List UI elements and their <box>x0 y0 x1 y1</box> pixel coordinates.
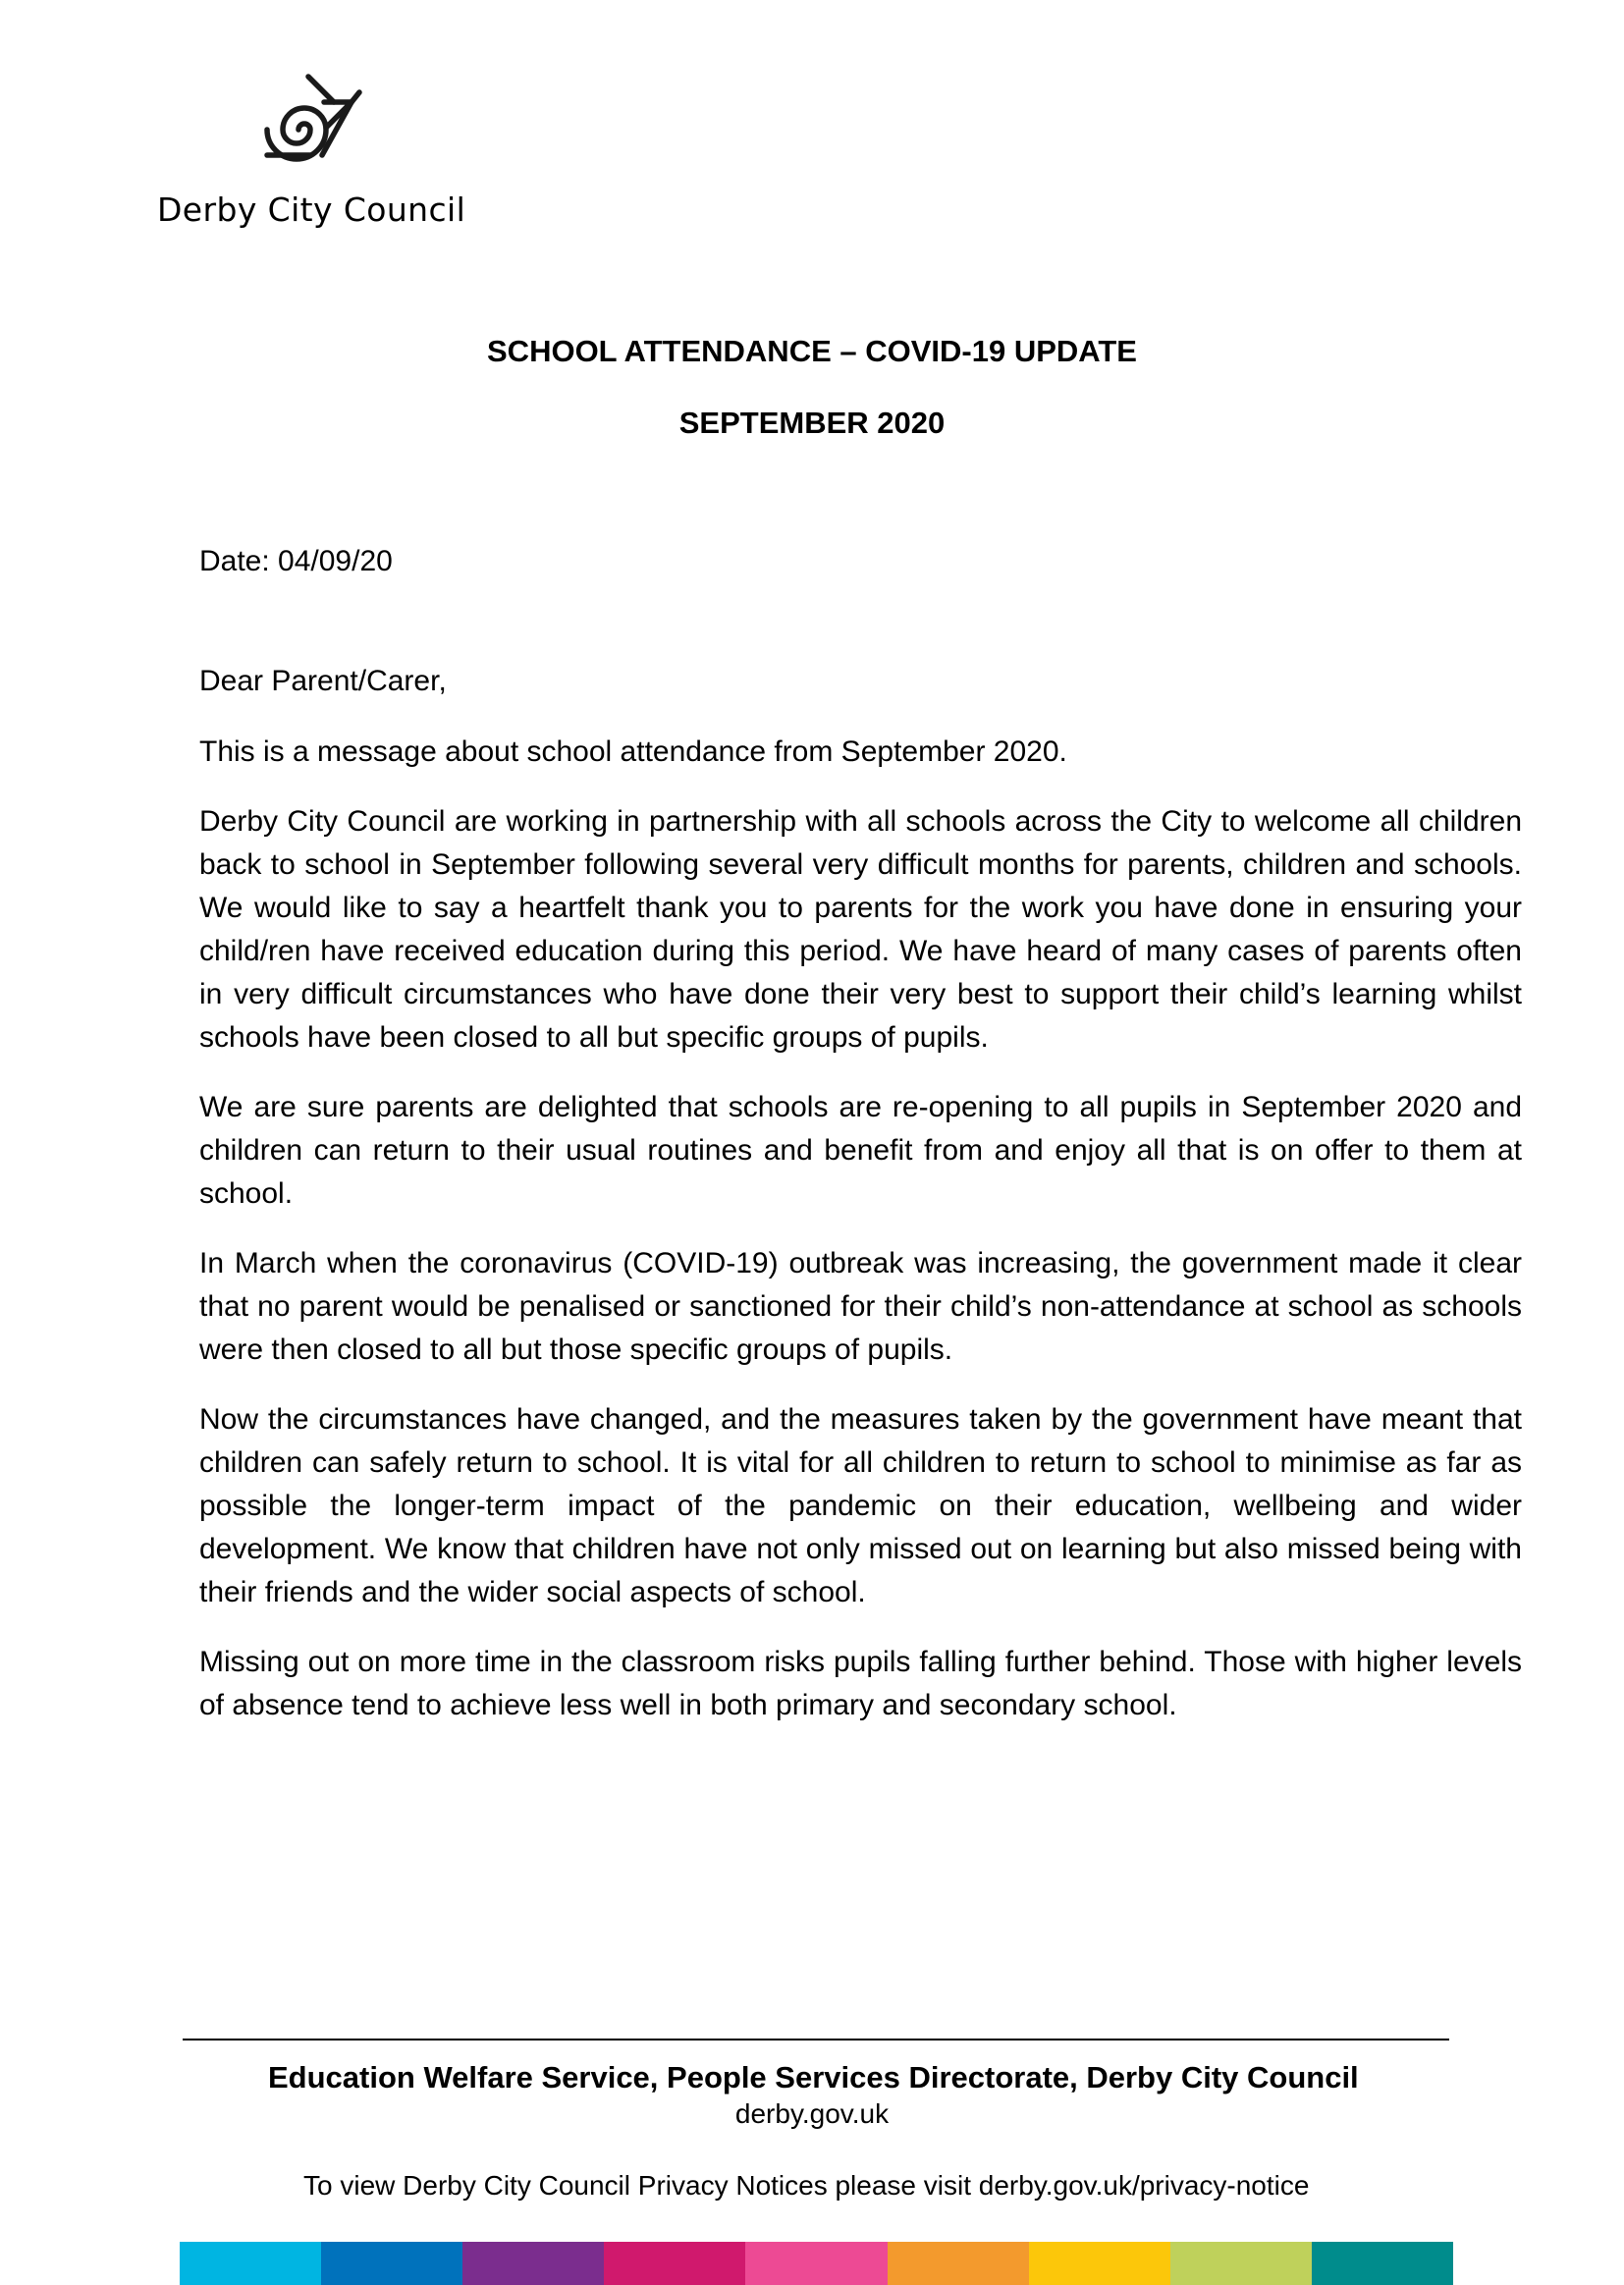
letter-greeting: Dear Parent/Carer, <box>199 665 447 697</box>
derby-ram-logo-icon <box>244 69 363 185</box>
footer-website: derby.gov.uk <box>734 2098 890 2129</box>
letter-date: Date: 04/09/20 <box>199 545 393 577</box>
footer-organisation: Education Welfare Service, People Services Directorate, Derby City Council <box>268 2060 1359 2095</box>
colour-bar-segment <box>462 2242 604 2285</box>
letter-paragraph: In March when the coronavirus (COVID-19) outbreak was increasing, the government made it clear that no parent would be penalised or sanctioned for their child’s non-attendance at school as schools were then closed to all but those specific groups of pupils. <box>199 1247 1522 1366</box>
letter-paragraph: Derby City Council are working in partnership with all schools across the City to welcome all children back to school in September following several very difficult months for parents, children and schools. We would like to say a heartfelt thank you to parents for the work you have done in ensuring your child/ren have received education during this period. We have heard of many cases of parents often in very difficult circumstances who have done their very best to support their child’s learning whilst schools have been closed to all but specific groups of pupils. <box>199 805 1522 1054</box>
footer-colour-bar <box>180 2242 1453 2285</box>
colour-bar-segment <box>745 2242 887 2285</box>
colour-bar-segment <box>321 2242 462 2285</box>
letter-paragraph: Now the circumstances have changed, and the measures taken by the government have meant that children can safely return to school. It is vital for all children to return to school to minimise as far as possible the longer-term impact of the pandemic on their education, wellbeing and wider development. We know that children have not only missed out on learning but also missed being with their friends and the wider social aspects of school. <box>199 1403 1522 1608</box>
colour-bar-segment <box>1029 2242 1170 2285</box>
council-logo <box>157 69 466 236</box>
letter-subtitle: SEPTEMBER 2020 <box>678 406 946 440</box>
letter-title: SCHOOL ATTENDANCE – COVID-19 UPDATE <box>487 334 1137 368</box>
colour-bar-segment <box>1170 2242 1312 2285</box>
letter-paragraph: Missing out on more time in the classroom risks pupils falling further behind. Those with higher levels of absence tend to achieve less well in both primary and secondary school. <box>199 1646 1522 1721</box>
colour-bar-segment <box>1312 2242 1453 2285</box>
letter-body <box>199 731 1522 1754</box>
footer-divider <box>183 2039 1449 2040</box>
logo-wordmark: Derby City Council <box>157 190 466 229</box>
letter-paragraph: This is a message about school attendance from September 2020. <box>199 735 1067 768</box>
footer-privacy-notice: To view Derby City Council Privacy Notices please visit derby.gov.uk/privacy-notice <box>303 2170 1310 2201</box>
letter-paragraph: We are sure parents are delighted that schools are re-opening to all pupils in September 2020 and children can return to their usual routines and benefit from and enjoy all that is on offer to them at school. <box>199 1091 1522 1210</box>
colour-bar-segment <box>604 2242 745 2285</box>
colour-bar-segment <box>180 2242 321 2285</box>
colour-bar-segment <box>888 2242 1029 2285</box>
